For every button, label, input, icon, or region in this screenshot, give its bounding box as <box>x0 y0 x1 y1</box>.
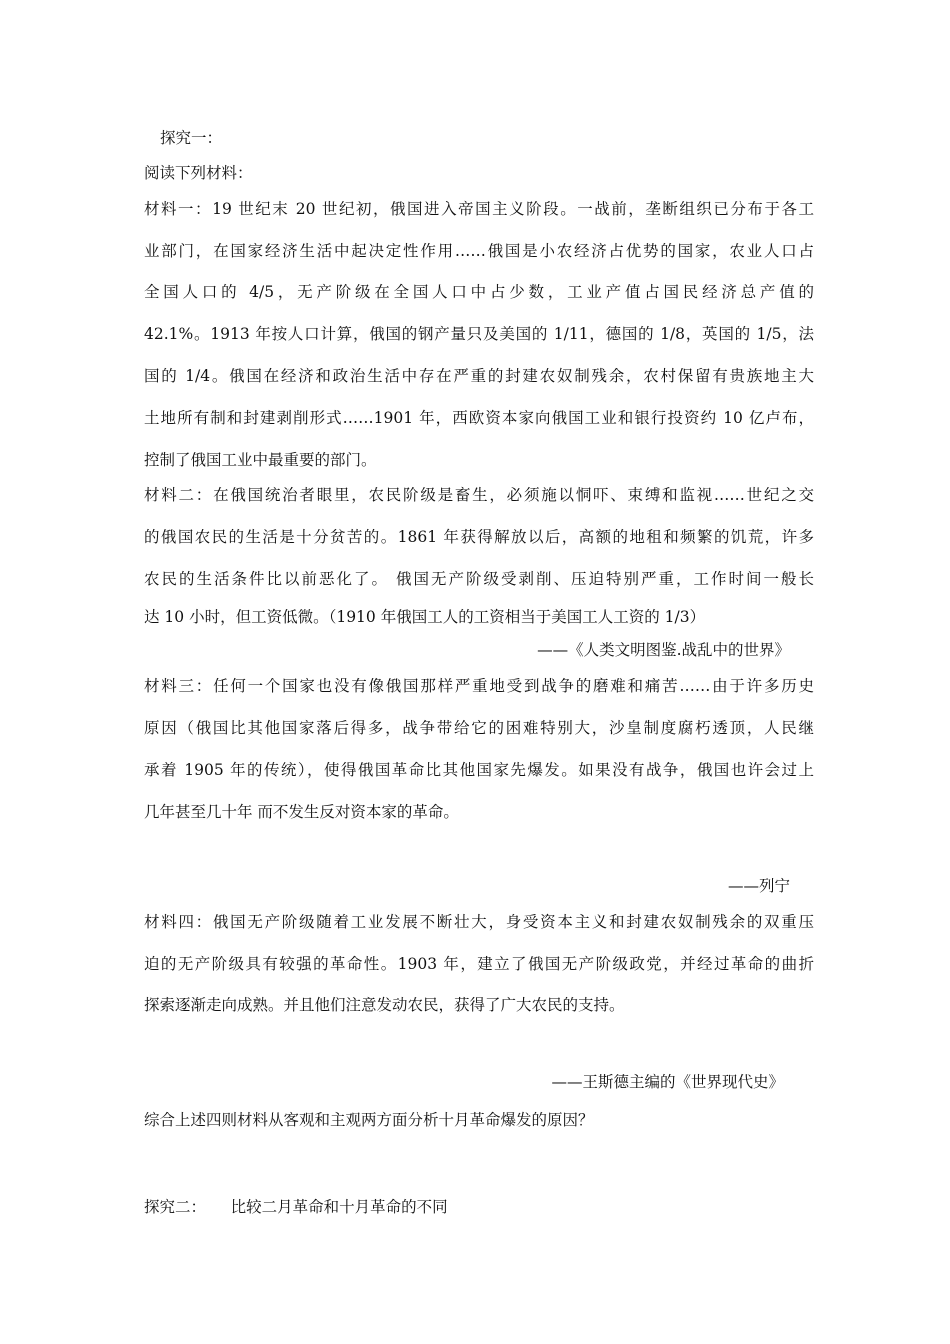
material2-line: 达 10 小时，但工资低微。（1910 年俄国工人的工资相当于美国工人工资的 1/3） <box>144 608 706 626</box>
material2-line: 农民的生活条件比以前恶化了。 俄国无产阶级受剥削、压迫特别严重，工作时间一般长 <box>144 570 814 588</box>
material3-line: 几年甚至几十年 而不发生反对资本家的革命。 <box>144 803 459 821</box>
section1-heading: 探究一： <box>160 129 223 147</box>
section1-intro: 阅读下列材料： <box>144 164 253 182</box>
material1-line: 42.1%。1913 年按人口计算，俄国的钢产量只及美国的 1/11，德国的 1/8，英国的 1/5，法 <box>144 325 815 343</box>
material4-source: ——王斯德主编的《世界现代史》 <box>551 1073 784 1091</box>
section2-heading: 探究二： 比较二月革命和十月革命的不同 <box>144 1198 448 1216</box>
material1-line: 控制了俄国工业中最重要的部门。 <box>144 451 377 469</box>
material1-line: 业部门，在国家经济生活中起决定性作用……俄国是小农经济占优势的国家，农业人口占 <box>144 242 814 260</box>
material1-line: 国的 1/4。俄国在经济和政治生活中存在严重的封建农奴制残余，农村保留有贵族地主大 <box>144 367 814 385</box>
material1-line: 材料一：19 世纪末 20 世纪初，俄国进入帝国主义阶段。一战前，垄断组织已分布于各工 <box>144 200 814 218</box>
material3-line: 原因（俄国比其他国家落后得多，战争带给它的困难特别大，沙皇制度腐朽透顶，人民继 <box>144 719 814 737</box>
material1-line: 全国人口的 4/5，无产阶级在全国人口中占少数，工业产值占国民经济总产值的 <box>144 283 814 301</box>
material3-source: ——列宁 <box>727 877 790 895</box>
material4-line: 迫的无产阶级具有较强的革命性。1903 年，建立了俄国无产阶级政党，并经过革命的曲折 <box>144 955 814 973</box>
material1-line: 土地所有制和封建剥削形式……1901 年，西欧资本家向俄国工业和银行投资约 10 亿卢布， <box>144 409 814 427</box>
material4-line: 材料四：俄国无产阶级随着工业发展不断壮大，身受资本主义和封建农奴制残余的双重压 <box>144 913 814 931</box>
material2-line: 材料二：在俄国统治者眼里，农民阶级是畜生，必须施以恫吓、束缚和监视……世纪之交 <box>144 486 814 504</box>
material2-line: 的俄国农民的生活是十分贫苦的。1861 年获得解放以后，高额的地租和频繁的饥荒，许多 <box>144 528 814 546</box>
material4-line: 探索逐渐走向成熟。并且他们注意发动农民，获得了广大农民的支持。 <box>144 996 625 1014</box>
material3-line: 承着 1905 年的传统），使得俄国革命比其他国家先爆发。如果没有战争，俄国也许会过上 <box>144 761 814 779</box>
analysis-question: 综合上述四则材料从客观和主观两方面分析十月革命爆发的原因？ <box>144 1111 594 1129</box>
material3-line: 材料三：任何一个国家也没有像俄国那样严重地受到战争的磨难和痛苦……由于许多历史 <box>144 677 814 695</box>
material2-source: ——《人类文明图鉴.战乱中的世界》 <box>537 641 790 659</box>
